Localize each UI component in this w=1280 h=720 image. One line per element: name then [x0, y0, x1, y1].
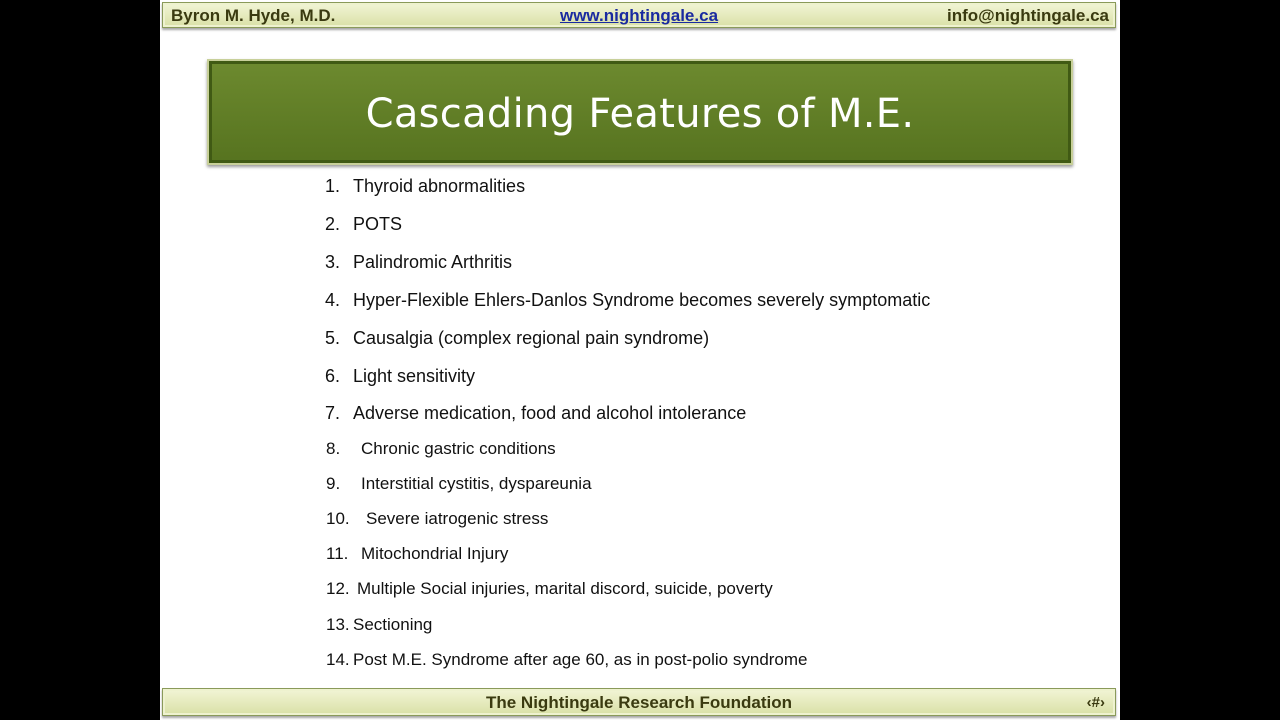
list-item-number: 12.	[326, 579, 350, 598]
list-item-number: 3.	[325, 252, 341, 272]
list-item-text: Light sensitivity	[353, 366, 476, 386]
list-item-text: Causalgia (complex regional pain syndrome)	[353, 328, 710, 348]
list-item-number: 6.	[325, 366, 341, 386]
list-item-text: Multiple Social injuries, marital discord, suicide, poverty	[357, 579, 773, 598]
list-item-text: Palindromic Arthritis	[353, 252, 513, 272]
feature-list	[160, 0, 1120, 720]
foundation-name: The Nightingale Research Foundation	[485, 693, 793, 712]
list-item-number: 11.	[326, 544, 349, 563]
list-item-text: Hyper-Flexible Ehlers-Danlos Syndrome becomes severely symptomatic	[353, 290, 931, 310]
list-item-text: Thyroid abnormalities	[353, 176, 526, 196]
list-item-number: 5.	[325, 328, 341, 348]
list-item-text: Post M.E. Syndrome after age 60, as in post-polio syndrome	[353, 650, 808, 669]
list-item-number: 4.	[325, 290, 341, 310]
list-item-number: 7.	[325, 403, 341, 423]
author-name: Byron M. Hyde, M.D.	[171, 6, 336, 25]
slide-title: Cascading Features of M.E.	[365, 91, 915, 137]
list-item-text: Severe iatrogenic stress	[366, 509, 549, 528]
list-item-text: POTS	[353, 214, 403, 234]
slide	[160, 0, 1120, 720]
website-link[interactable]: www.nightingale.ca	[559, 6, 719, 25]
list-item-text: Sectioning	[353, 615, 433, 634]
list-item-number: 8.	[326, 439, 341, 458]
list-item-number: 1.	[325, 176, 341, 196]
list-item-number: 2.	[325, 214, 341, 234]
list-item-text: Mitochondrial Injury	[361, 544, 509, 563]
list-item-number: 14.	[326, 650, 350, 669]
footer-bar	[162, 688, 1116, 716]
list-item-text: Interstitial cystitis, dyspareunia	[361, 474, 592, 493]
email-address: info@nightingale.ca	[946, 6, 1109, 25]
list-item-text: Adverse medication, food and alcohol intolerance	[353, 403, 747, 423]
list-item-number: 13.	[326, 615, 350, 634]
list-item-number: 10.	[326, 509, 350, 528]
list-item-text: Chronic gastric conditions	[361, 439, 556, 458]
page-number: ‹#›	[1086, 694, 1105, 711]
list-item-number: 9.	[326, 474, 341, 493]
